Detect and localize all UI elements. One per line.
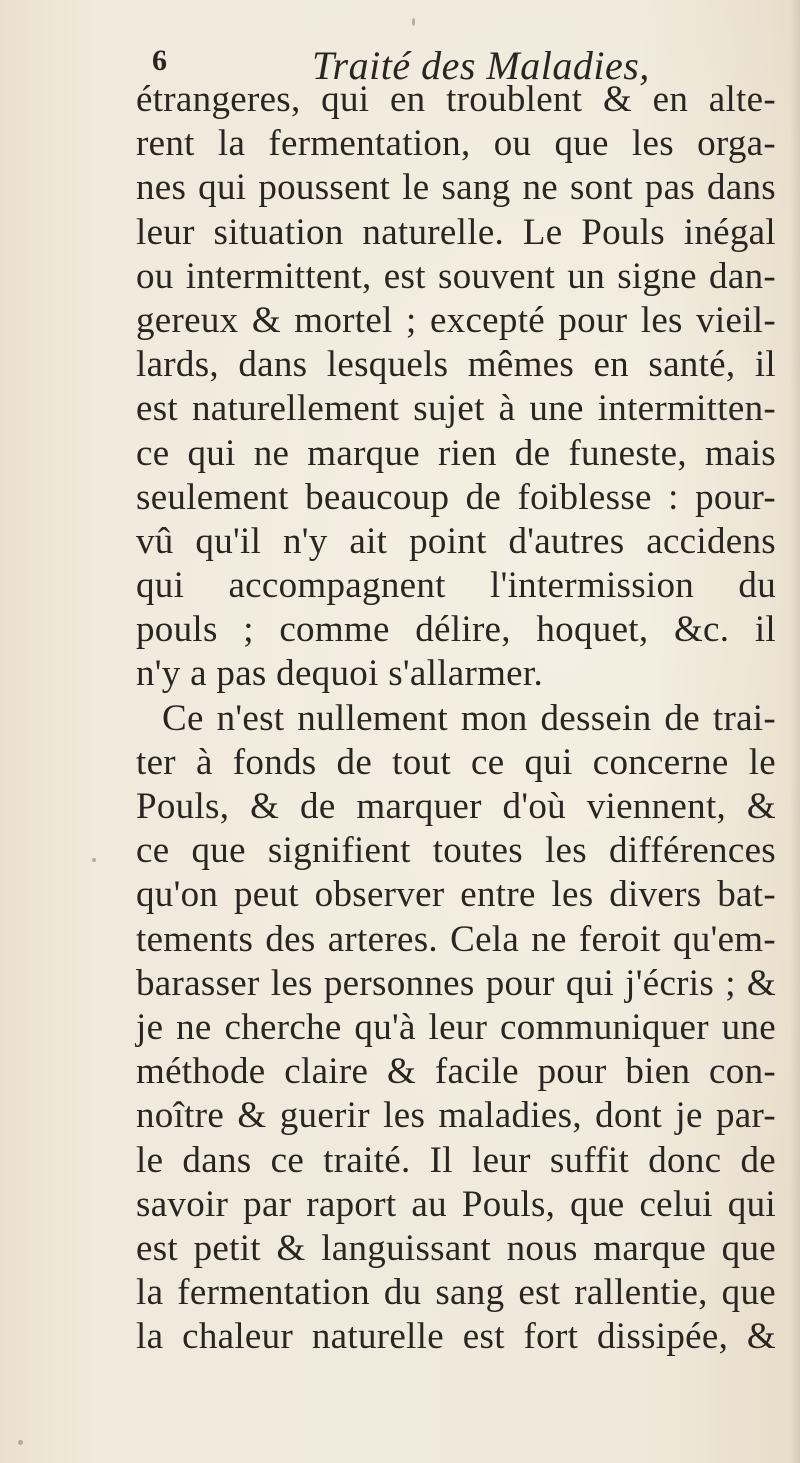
text-line: qu'on peut observer entre les divers bat- [136,874,776,916]
text-line: pouls ; comme délire, hoquet, &c. il [136,609,776,651]
text-line: Pouls, & de marquer d'où viennent, & [136,786,776,827]
text-line: ter à fonds de tout ce qui concerne le [136,741,776,783]
running-head: Traité des Maladies, [312,43,650,88]
text-line: étrangeres, qui en troublent & en alte- [136,79,776,120]
text-line: ou intermittent, est souvent un signe dan- [136,255,776,297]
text-line: leur situation naturelle. Le Pouls inégal [136,211,776,253]
text-line: tements des arteres. Cela ne feroit qu'em- [136,918,776,960]
text-line: Ce n'est nullement mon dessein de trai- [162,697,776,739]
text-line: est petit & languissant nous marque que [136,1227,776,1269]
text-line: seulement beaucoup de foiblesse : pour- [136,476,776,518]
text-line: vû qu'il n'y ait point d'autres accidens [136,520,776,562]
body-text [136,78,776,1359]
text-line: est naturellement sujet à une intermitten- [136,388,776,430]
text-line: nes qui poussent le sang ne sont pas dans [136,167,776,209]
page-edge-shadow [790,0,800,1463]
text-line: qui accompagnent l'intermission du [136,565,776,607]
paper-speck [92,858,96,862]
text-line: méthode claire & facile pour bien con- [136,1051,776,1093]
paragraph-1 [136,78,776,697]
text-line: le dans ce traité. Il leur suffit donc de [136,1139,776,1181]
text-line: gereux & mortel ; excepté pour les vieil- [136,299,776,341]
paper-speck [412,18,415,26]
paragraph-2 [136,697,776,1360]
text-line: noître & guerir les maladies, dont je par- [136,1095,776,1137]
text-line: la chaleur naturelle est fort dissipée, & [136,1316,776,1358]
page-number: 6 [152,44,168,77]
paper-speck [18,1440,23,1445]
text-line: la fermentation du sang est rallentie, que [136,1272,776,1314]
text-line: je ne cherche qu'à leur communiquer une [136,1006,776,1048]
text-line: n'y a pas dequoi s'allarmer. [136,653,544,695]
text-line: rent la fermentation, ou que les orga- [136,123,776,165]
text-line: ce que signifient toutes les différences [136,830,776,872]
text-line: savoir par raport au Pouls, que celui qui [136,1183,776,1225]
text-line: ce qui ne marque rien de funeste, mais [136,432,776,474]
text-line: lards, dans lesquels mêmes en santé, il [136,344,776,386]
text-line: barasser les personnes pour qui j'écris ; & [136,962,776,1004]
